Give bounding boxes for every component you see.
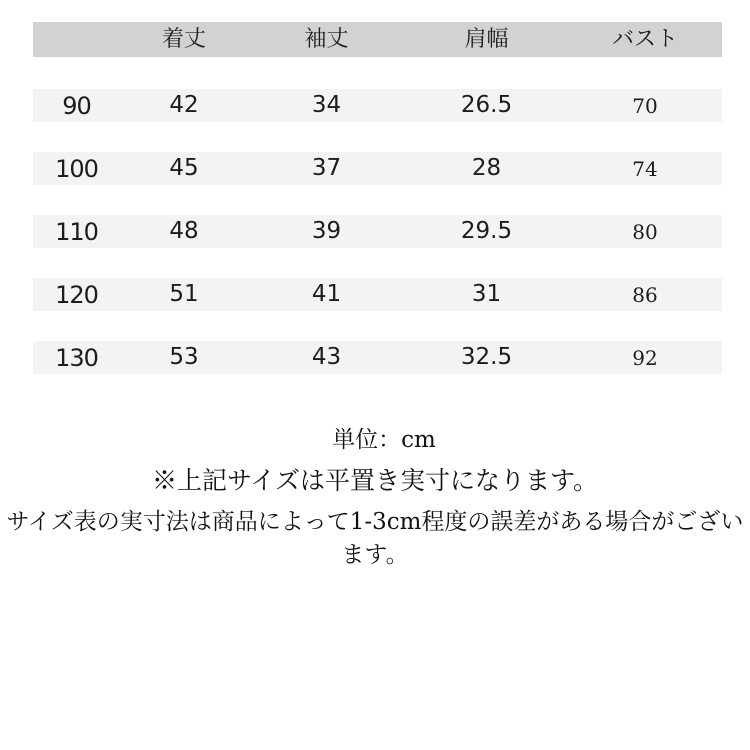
sleeve-cell: 34 <box>311 92 342 118</box>
shoulder-cell: 28 <box>471 155 502 181</box>
table-row <box>33 341 722 374</box>
length-cell: 45 <box>169 155 199 181</box>
table-row <box>33 278 722 311</box>
bust-cell: 92 <box>632 345 658 370</box>
length-cell: 51 <box>169 281 199 307</box>
sleeve-cell: 37 <box>311 155 342 181</box>
measurement-note: ※上記サイズは平置き実寸になります。 <box>151 466 598 495</box>
bust-cell: 74 <box>632 156 658 181</box>
size-cell: 110 <box>55 217 98 246</box>
shoulder-cell: 32.5 <box>460 344 513 370</box>
size-cell: 100 <box>55 154 98 183</box>
shoulder-cell: 29.5 <box>460 218 513 244</box>
size-cell: 90 <box>62 91 91 120</box>
unit-note: 単位：cm <box>332 427 436 453</box>
size-cell: 120 <box>55 280 98 309</box>
length-cell: 42 <box>169 92 199 118</box>
bust-cell: 80 <box>632 219 658 244</box>
sleeve-cell: 39 <box>311 218 342 244</box>
header-cell-sleeve: 袖丈 <box>304 26 349 52</box>
tolerance-note: サイズ表の実寸法は商品によって1-3cm程度の誤差がある場合がございます。 <box>6 509 744 568</box>
size-table <box>33 22 722 404</box>
size-cell: 130 <box>55 343 98 372</box>
table-header-row <box>33 22 722 57</box>
header-cell-length: 着丈 <box>161 26 206 52</box>
length-cell: 48 <box>169 218 199 244</box>
shoulder-cell: 31 <box>471 281 502 307</box>
table-row <box>33 89 722 122</box>
sleeve-cell: 43 <box>311 344 342 370</box>
bust-cell: 70 <box>632 93 658 118</box>
shoulder-cell: 26.5 <box>460 92 513 118</box>
notes-section <box>0 421 750 569</box>
header-cell-bust: バスト <box>611 26 678 52</box>
sleeve-cell: 41 <box>311 281 342 307</box>
table-row <box>33 215 722 248</box>
length-cell: 53 <box>169 344 199 370</box>
bust-cell: 86 <box>632 282 658 307</box>
table-row <box>33 152 722 185</box>
header-cell-shoulder: 肩幅 <box>464 26 509 52</box>
